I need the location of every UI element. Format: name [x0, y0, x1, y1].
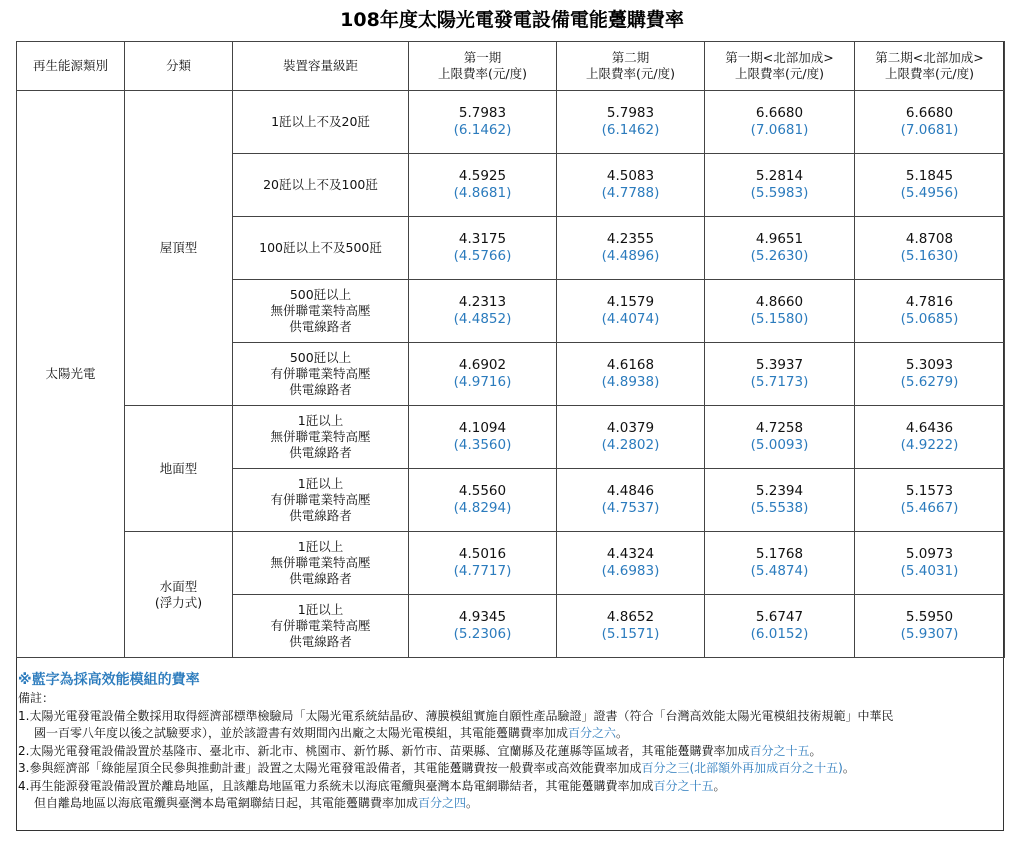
rate-cell-period1-north	[705, 595, 855, 658]
high-efficiency-rate-value: (5.7173)	[750, 374, 809, 390]
note-4-line-1	[18, 778, 1002, 796]
capacity-line: 100瓩以上不及500瓩	[259, 240, 382, 255]
high-efficiency-rate-value: (5.4031)	[900, 563, 959, 579]
capacity-cell	[233, 91, 409, 154]
capacity-line: 1瓩以上	[297, 602, 344, 617]
capacity-line: 1瓩以上不及20瓩	[271, 114, 370, 129]
capacity-line: 無併聯電業特高壓	[270, 555, 371, 570]
high-efficiency-rate-value: (4.7788)	[601, 185, 660, 201]
rate-value: 4.3175	[458, 231, 507, 247]
capacity-line: 1瓩以上	[297, 476, 344, 491]
rate-value: 4.2313	[458, 294, 507, 310]
note-4b-end: 。	[466, 796, 479, 810]
note-4-text: 4.再生能源發電設備設置於離島地區，且該離島地區電力系統未以海底電纜與臺灣本島電網聯結者，其電能躉購費率加成	[18, 778, 654, 793]
capacity-line: 供電線路者	[289, 382, 352, 397]
header-category: 分類	[125, 42, 233, 91]
header-period2-line2: 上限費率(元/度)	[586, 66, 675, 81]
capacity-cell	[233, 280, 409, 343]
high-efficiency-rate-value: (4.4852)	[453, 311, 512, 327]
high-efficiency-rate-value: (5.6279)	[900, 374, 959, 390]
category-water-cell	[125, 532, 233, 658]
rate-cell-period2	[557, 406, 705, 469]
rate-cell-period2-north	[855, 532, 1005, 595]
high-efficiency-rate-value: (4.5766)	[453, 248, 512, 264]
note-4-line-2	[18, 795, 1002, 813]
rate-cell-period1	[409, 217, 557, 280]
rate-value: 5.5950	[905, 609, 954, 625]
rate-value: 5.2814	[755, 168, 804, 184]
header-period2-line1: 第二期	[611, 50, 650, 65]
high-efficiency-rate-value: (5.2306)	[453, 626, 512, 642]
rate-value: 5.0973	[905, 546, 954, 562]
note-2-highlight: 百分之十五	[749, 743, 810, 758]
header-period1-north-line2: 上限費率(元/度)	[735, 66, 824, 81]
notes-label: 備註：	[18, 691, 55, 705]
rate-value: 6.6680	[755, 105, 804, 121]
capacity-cell	[233, 154, 409, 217]
header-period2-north	[855, 42, 1005, 91]
rate-cell-period1-north	[705, 154, 855, 217]
rate-value: 4.5083	[606, 168, 655, 184]
header-period1-north	[705, 42, 855, 91]
capacity-line: 1瓩以上	[297, 539, 344, 554]
note-4b-text: 但自離島地區以海底電纜與臺灣本島電網聯結日起，其電能躉購費率加成	[34, 796, 419, 810]
table-row	[17, 406, 1005, 469]
rate-value: 5.7983	[606, 105, 655, 121]
capacity-line: 供電線路者	[289, 571, 352, 586]
rate-cell-period1-north	[705, 91, 855, 154]
high-efficiency-rate-value: (5.2630)	[750, 248, 809, 264]
rate-value: 4.5560	[458, 483, 507, 499]
rate-value: 5.1573	[905, 483, 954, 499]
rate-cell-period1	[409, 406, 557, 469]
capacity-line: 供電線路者	[289, 445, 352, 460]
rate-cell-period1	[409, 343, 557, 406]
rate-cell-period2	[557, 280, 705, 343]
note-1-line-1: 1.太陽光電發電設備全數採用取得經濟部標準檢驗局「太陽光電系統結晶矽、薄膜模組實施自願性產品驗證」證書（符合「台灣高效能太陽光電模組技術規範」中華民	[18, 708, 894, 723]
rate-value: 4.1579	[606, 294, 655, 310]
rate-cell-period1-north	[705, 532, 855, 595]
rate-value: 4.7816	[905, 294, 954, 310]
capacity-line: 500瓩以上	[289, 350, 352, 365]
rate-cell-period2	[557, 469, 705, 532]
rate-cell-period1-north	[705, 469, 855, 532]
blue-text-legend: ※藍字為採高效能模組的費率	[18, 672, 200, 688]
high-efficiency-rate-value: (4.7537)	[601, 500, 660, 516]
category-rooftop-cell: 屋頂型	[125, 91, 233, 406]
note-3-end: 。	[842, 761, 855, 775]
rate-cell-period2	[557, 91, 705, 154]
note-2-end: 。	[809, 743, 822, 758]
rate-value: 4.6168	[606, 357, 655, 373]
rate-cell-period1-north	[705, 280, 855, 343]
header-period2-north-line1: 第二期<北部加成>	[875, 50, 984, 65]
note-2-text: 2.太陽光電發電設備設置於基隆市、臺北市、新北市、桃園市、新竹縣、新竹市、苗栗縣、宜蘭縣及花蓮縣等區域者，其電能躉購費率加成	[18, 743, 750, 758]
capacity-line: 有併聯電業特高壓	[270, 492, 371, 507]
rate-value: 4.5016	[458, 546, 507, 562]
high-efficiency-rate-value: (4.8938)	[601, 374, 660, 390]
rate-cell-period1-north	[705, 406, 855, 469]
rate-cell-period2-north	[855, 595, 1005, 658]
rate-value: 4.9345	[458, 609, 507, 625]
capacity-line: 500瓩以上	[289, 287, 352, 302]
high-efficiency-rate-value: (4.3560)	[453, 437, 512, 453]
high-efficiency-rate-value: (5.4667)	[900, 500, 959, 516]
capacity-cell	[233, 217, 409, 280]
notes-section	[18, 670, 1002, 813]
capacity-line: 供電線路者	[289, 508, 352, 523]
header-period2-north-line2: 上限費率(元/度)	[885, 66, 974, 81]
rate-value: 4.8708	[905, 231, 954, 247]
capacity-line: 20瓩以上不及100瓩	[263, 177, 378, 192]
rate-cell-period2-north	[855, 280, 1005, 343]
rate-cell-period2-north	[855, 469, 1005, 532]
rate-cell-period2	[557, 595, 705, 658]
note-3	[18, 760, 1002, 778]
rate-cell-period1	[409, 595, 557, 658]
rate-value: 4.8660	[755, 294, 804, 310]
high-efficiency-rate-value: (4.7717)	[453, 563, 512, 579]
rate-value: 5.7983	[458, 105, 507, 121]
rate-value: 4.6902	[458, 357, 507, 373]
rate-value: 4.4324	[606, 546, 655, 562]
high-efficiency-rate-value: (4.8294)	[453, 500, 512, 516]
high-efficiency-rate-value: (7.0681)	[750, 122, 809, 138]
capacity-line: 供電線路者	[289, 319, 352, 334]
high-efficiency-rate-value: (6.0152)	[750, 626, 809, 642]
high-efficiency-rate-value: (4.9222)	[900, 437, 959, 453]
capacity-line: 1瓩以上	[297, 413, 344, 428]
rate-value: 4.5925	[458, 168, 507, 184]
note-1-end: 。	[616, 726, 629, 740]
rate-cell-period2-north	[855, 154, 1005, 217]
high-efficiency-rate-value: (5.5538)	[750, 500, 809, 516]
header-energy-type: 再生能源類別	[17, 42, 125, 91]
rate-cell-period2-north	[855, 91, 1005, 154]
rate-value: 4.7258	[755, 420, 804, 436]
note-4b-highlight: 百分之四	[418, 796, 467, 810]
high-efficiency-rate-value: (5.4956)	[900, 185, 959, 201]
rate-value: 6.6680	[905, 105, 954, 121]
header-capacity: 裝置容量級距	[233, 42, 409, 91]
rate-cell-period1	[409, 532, 557, 595]
high-efficiency-rate-value: (4.9716)	[453, 374, 512, 390]
rate-value: 4.6436	[905, 420, 954, 436]
header-period1	[409, 42, 557, 91]
note-4-end: 。	[713, 778, 726, 793]
category-label-line: (浮力式)	[154, 594, 203, 610]
high-efficiency-rate-value: (5.5983)	[750, 185, 809, 201]
category-label-line: 水面型	[159, 578, 198, 594]
capacity-line: 供電線路者	[289, 634, 352, 649]
high-efficiency-rate-value: (5.9307)	[900, 626, 959, 642]
high-efficiency-rate-value: (5.0685)	[900, 311, 959, 327]
rate-cell-period1	[409, 91, 557, 154]
header-period1-line2: 上限費率(元/度)	[438, 66, 527, 81]
rate-cell-period2-north	[855, 406, 1005, 469]
high-efficiency-rate-value: (6.1462)	[601, 122, 660, 138]
rate-value: 4.4846	[606, 483, 655, 499]
rate-value: 4.1094	[458, 420, 507, 436]
table-row	[17, 91, 1005, 154]
high-efficiency-rate-value: (5.4874)	[750, 563, 809, 579]
page-title: 108年度太陽光電發電設備電能躉購費率	[340, 9, 684, 31]
rate-value: 5.6747	[755, 609, 804, 625]
capacity-cell	[233, 532, 409, 595]
capacity-cell	[233, 343, 409, 406]
capacity-line: 無併聯電業特高壓	[270, 429, 371, 444]
rate-cell-period2	[557, 343, 705, 406]
high-efficiency-rate-value: (7.0681)	[900, 122, 959, 138]
rate-value: 4.0379	[606, 420, 655, 436]
rate-value: 5.3937	[755, 357, 804, 373]
table-row	[17, 532, 1005, 595]
header-period1-line1: 第一期	[463, 50, 502, 65]
high-efficiency-rate-value: (4.4074)	[601, 311, 660, 327]
rate-cell-period1-north	[705, 217, 855, 280]
rate-value: 5.2394	[755, 483, 804, 499]
note-1-line-2	[18, 725, 1002, 743]
high-efficiency-rate-value: (4.8681)	[453, 185, 512, 201]
rate-cell-period2-north	[855, 343, 1005, 406]
rate-value: 5.1845	[905, 168, 954, 184]
rate-value: 5.1768	[755, 546, 804, 562]
rate-cell-period1-north	[705, 343, 855, 406]
capacity-line: 無併聯電業特高壓	[270, 303, 371, 318]
high-efficiency-rate-value: (5.1580)	[750, 311, 809, 327]
rate-cell-period1	[409, 154, 557, 217]
high-efficiency-rate-value: (4.6983)	[601, 563, 660, 579]
note-4-highlight: 百分之十五	[653, 778, 714, 793]
rate-value: 4.9651	[755, 231, 804, 247]
high-efficiency-rate-value: (6.1462)	[453, 122, 512, 138]
category-ground-cell: 地面型	[125, 406, 233, 532]
note-3-text: 3.參與經濟部「綠能屋頂全民參與推動計畫」設置之太陽光電發電設備者，其電能躉購費按一般費率或高效能費率加成	[18, 761, 642, 775]
note-1-text: 國一百零八年度以後之試驗要求），並於該證書有效期間內出廠之太陽光電模組，其電能躉購費率加成	[34, 726, 569, 740]
rate-value: 4.2355	[606, 231, 655, 247]
high-efficiency-rate-value: (5.1630)	[900, 248, 959, 264]
note-3-highlight: 百分之三(北部額外再加成百分之十五)	[641, 761, 843, 775]
high-efficiency-rate-value: (5.1571)	[601, 626, 660, 642]
rate-cell-period2	[557, 154, 705, 217]
note-2	[18, 743, 1002, 761]
capacity-line: 有併聯電業特高壓	[270, 618, 371, 633]
rate-cell-period2	[557, 217, 705, 280]
high-efficiency-rate-value: (4.4896)	[601, 248, 660, 264]
rate-table	[16, 41, 1005, 658]
header-period2	[557, 42, 705, 91]
high-efficiency-rate-value: (5.0093)	[750, 437, 809, 453]
rate-cell-period1	[409, 280, 557, 343]
capacity-cell	[233, 595, 409, 658]
rate-cell-period2-north	[855, 217, 1005, 280]
note-1-highlight: 百分之六	[568, 726, 617, 740]
capacity-cell	[233, 469, 409, 532]
rate-value: 4.8652	[606, 609, 655, 625]
capacity-line: 有併聯電業特高壓	[270, 366, 371, 381]
rate-cell-period1	[409, 469, 557, 532]
high-efficiency-rate-value: (4.2802)	[601, 437, 660, 453]
energy-type-cell: 太陽光電	[17, 91, 125, 658]
header-row	[17, 42, 1005, 91]
header-period1-north-line1: 第一期<北部加成>	[725, 50, 834, 65]
rate-value: 5.3093	[905, 357, 954, 373]
capacity-cell	[233, 406, 409, 469]
rate-cell-period2	[557, 532, 705, 595]
